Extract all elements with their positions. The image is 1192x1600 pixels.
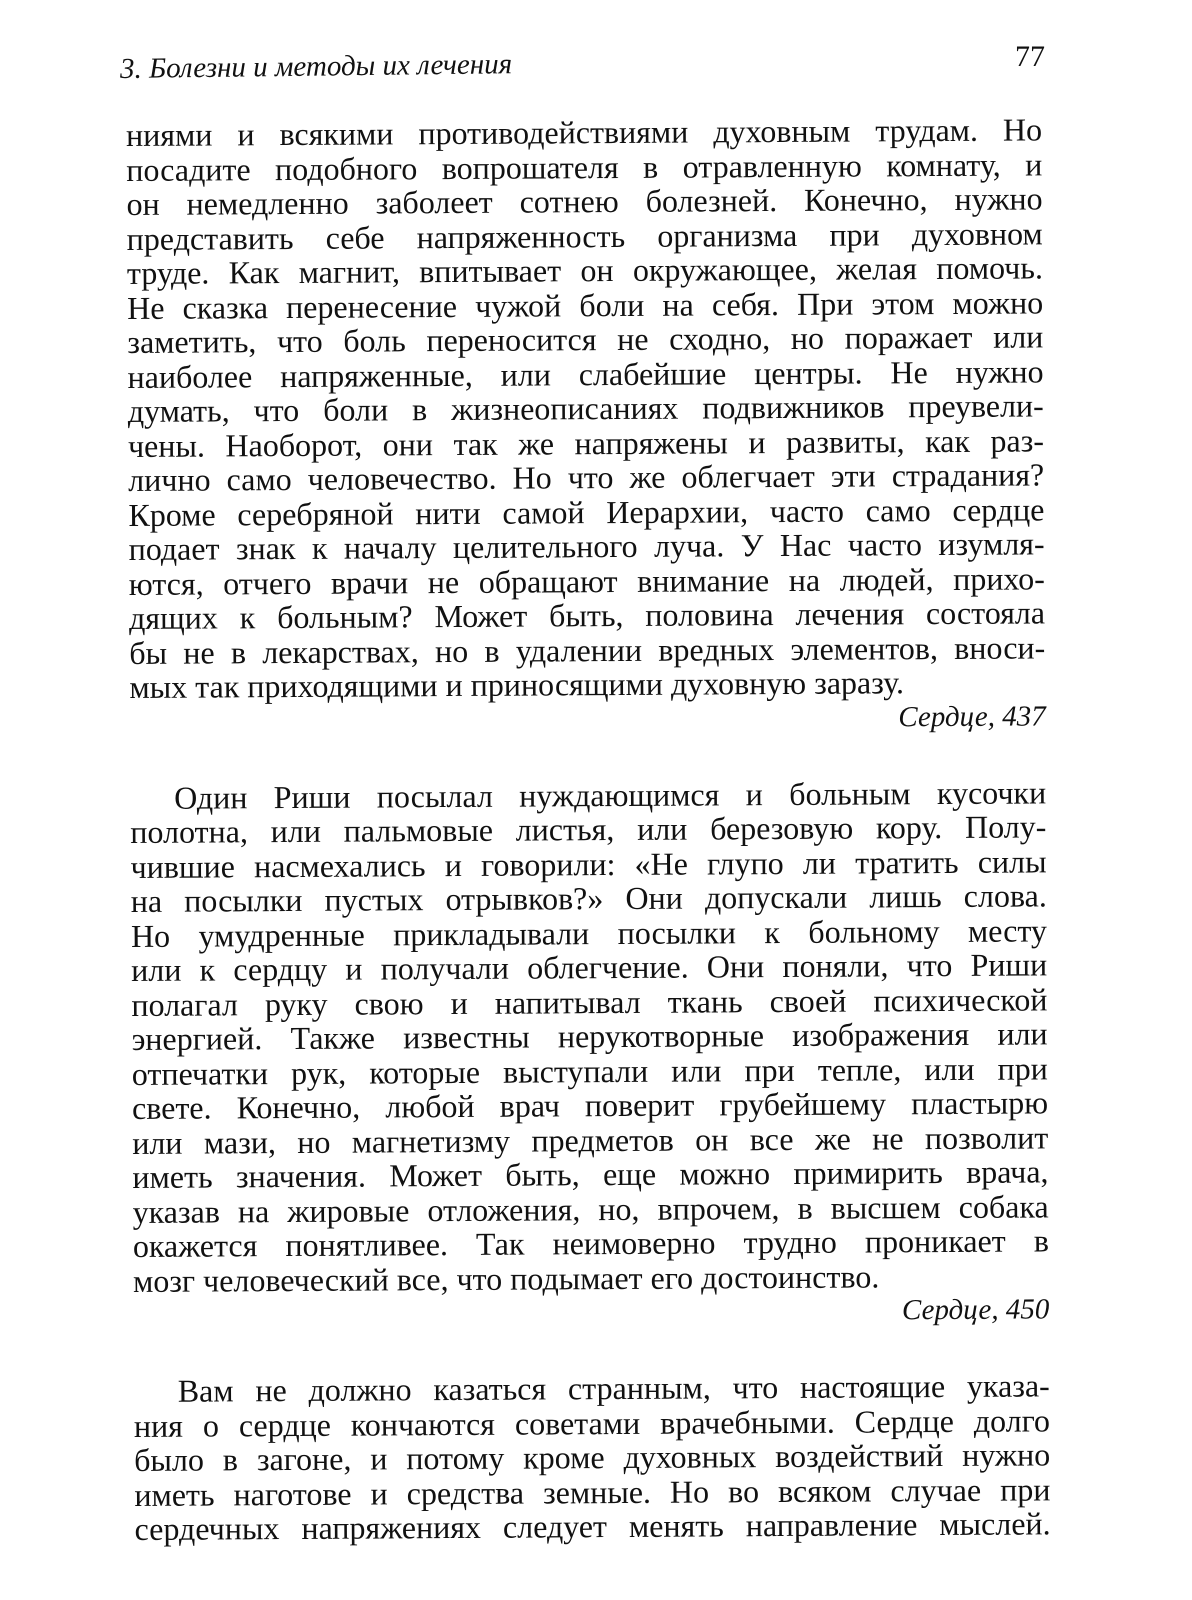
text-line: ниями и всякими противодействиями духовным трудам. Но	[125, 111, 1043, 153]
text-line: мозг человеческий все, что подымает его достоинство.	[132, 1257, 880, 1299]
text-line: отпечатки рук, которые выступали или при тепле, или при	[131, 1049, 1048, 1092]
text-line: энергией. Также известны нерукотворные изображения или	[131, 1015, 1048, 1057]
text-line: было в загоне, и потому кроме духовных воздействий нужно	[134, 1436, 1051, 1478]
text-line: чены. Наоборот, они так же напряжены и развиты, как раз-	[127, 421, 1045, 464]
source-citation: Сердце, 437	[898, 699, 1046, 733]
text-line: ются, отчего врачи не обращают внимание на людей, прихо-	[128, 559, 1045, 602]
text-line: чившие насмехались и говорили: «Не глупо ли тратить силы	[130, 842, 1047, 885]
text-line: заметить, что боль переносится не сходно, но поражает или	[127, 318, 1044, 360]
text-line: ния о сердце кончаются советами врачебными. Сердце долго	[133, 1401, 1051, 1444]
text-line: дящих к больным? Может быть, половина лечения состояла	[128, 594, 1046, 636]
source-citation: Сердце, 450	[901, 1293, 1050, 1327]
text-line: Но умудренные прикладывали посылки к больному месту	[130, 911, 1048, 954]
text-line: Вам не должно казаться странным, что настоящие указа-	[177, 1367, 1050, 1409]
text-line: Кроме серебряной нити самой Иерархии, часто само сердце	[128, 490, 1045, 533]
text-line: иметь значения. Может быть, еще можно примирить врача,	[132, 1153, 1049, 1195]
text-line: труде. Как магнит, впитывает он окружающее, желая помочь.	[126, 249, 1044, 291]
text-line: посадите подобного вопрошателя в отравленную комнату, и	[126, 145, 1043, 188]
page-number: 77	[1015, 40, 1045, 73]
text-line: указав на жировые отложения, но, впрочем, в высшем собака	[132, 1187, 1049, 1230]
text-line: представить себе напряженность организма при духовном	[126, 214, 1043, 257]
text-line: иметь наготове и средства земные. Но во всяком случае при	[134, 1470, 1051, 1513]
text-line: наиболее напряженные, или слабейшие центры. Не нужно	[127, 352, 1044, 395]
text-line: или к сердцу и получали облегчение. Они поняли, что Риши	[131, 946, 1048, 988]
text-line: сердечных напряжениях следует менять направление мыслей.	[134, 1505, 1051, 1547]
text-line: лично само человечество. Но что же облегчает эти страдания?	[128, 456, 1045, 498]
text-line: бы не в лекарствах, но в удалении вредных элементов, вноси-	[129, 628, 1046, 671]
text-line: полотна, или пальмовые листья, или березовую кору. Полу-	[130, 808, 1047, 850]
text-line: он немедленно заболеет сотнею болезней. Конечно, нужно	[126, 180, 1043, 222]
text-line: думать, что боли в жизнеописаниях подвижников преувели-	[127, 387, 1044, 429]
text-line: на посылки пустых отрывков?» Они допускали лишь слова.	[130, 877, 1047, 919]
passage-1	[126, 112, 1046, 746]
passage-3	[134, 1368, 1051, 1546]
text-line: Один Риши посылал нуждающимся и больным кусочки	[174, 773, 1047, 816]
running-head	[120, 40, 1045, 90]
text-line: Не сказка перенесение чужой боли на себя. При этом можно	[127, 283, 1044, 326]
text-line: окажется понятливее. Так неимоверно трудно проникает в	[132, 1222, 1049, 1264]
text-line: полагал руку свою и напитывал ткань своей психической	[131, 980, 1048, 1023]
text-line: подает знак к началу целительного луча. У Нас часто изумля-	[128, 525, 1045, 567]
text-line: мых так приходящими и приносящими духовную заразу.	[129, 664, 905, 705]
text-line: свете. Конечно, любой врач поверит грубейшему пластырю	[131, 1084, 1049, 1126]
text-line: или мази, но магнетизму предметов он все же не позволит	[132, 1118, 1049, 1161]
body-text	[126, 112, 1051, 1546]
passage-2	[130, 775, 1049, 1340]
chapter-title: 3. Болезни и методы их лечения	[119, 48, 513, 85]
